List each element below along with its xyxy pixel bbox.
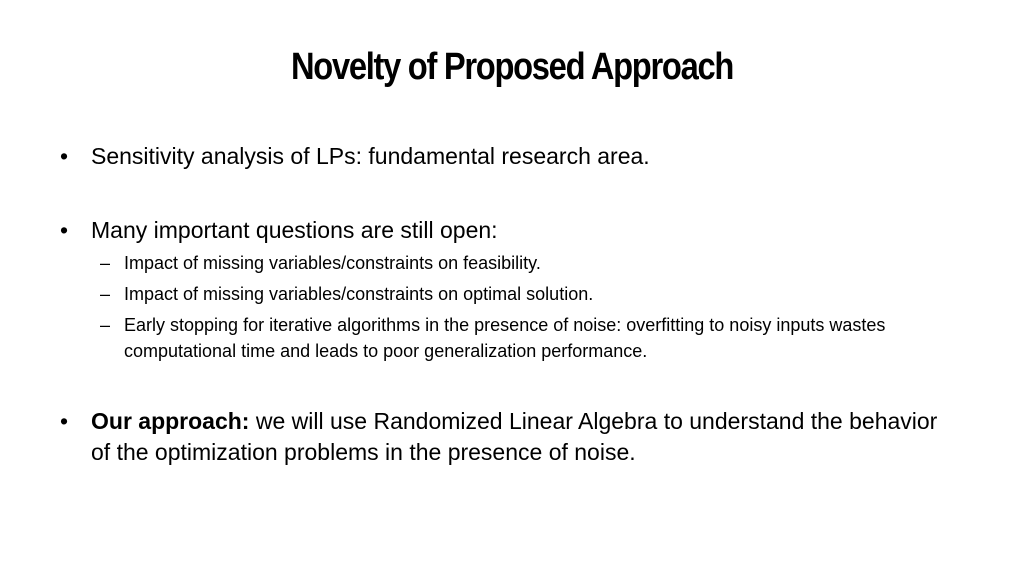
bullet-item-sensitivity (60, 141, 960, 172)
bullet-item-our-approach (60, 406, 960, 468)
bullet-bold-prefix: Our approach: (91, 408, 250, 434)
sub-item-optimal-solution (100, 281, 980, 307)
bullet-dot: • (60, 143, 69, 169)
sub-item-text: Early stopping for iterative algorithms in the presence of noise: overfitting to noisy inputs wastes computational time and leads to poor generalization performance. (124, 315, 886, 361)
sub-item-dash: – (100, 284, 111, 304)
bullet-item-open-questions (60, 215, 960, 246)
sub-item-dash: – (100, 315, 111, 335)
bullet-body: we will use Randomized Linear Algebra to understand the behavior of the optimization problems in the presence of noise. (91, 408, 938, 465)
bullet-text (91, 406, 960, 468)
sub-item-dash: – (100, 253, 111, 273)
bullet-dot: • (60, 217, 69, 243)
bullet-text: Sensitivity analysis of LPs: fundamental research area. (91, 143, 650, 169)
bullet-dot: • (60, 408, 69, 434)
slide-title: Novelty of Proposed Approach (290, 46, 734, 88)
sub-item-early-stopping (100, 312, 980, 364)
bullet-text: Many important questions are still open: (91, 217, 498, 243)
sub-item-text: Impact of missing variables/constraints on feasibility. (124, 253, 541, 273)
sub-item-feasibility (100, 250, 980, 276)
sub-item-text: Impact of missing variables/constraints on optimal solution. (124, 284, 594, 304)
